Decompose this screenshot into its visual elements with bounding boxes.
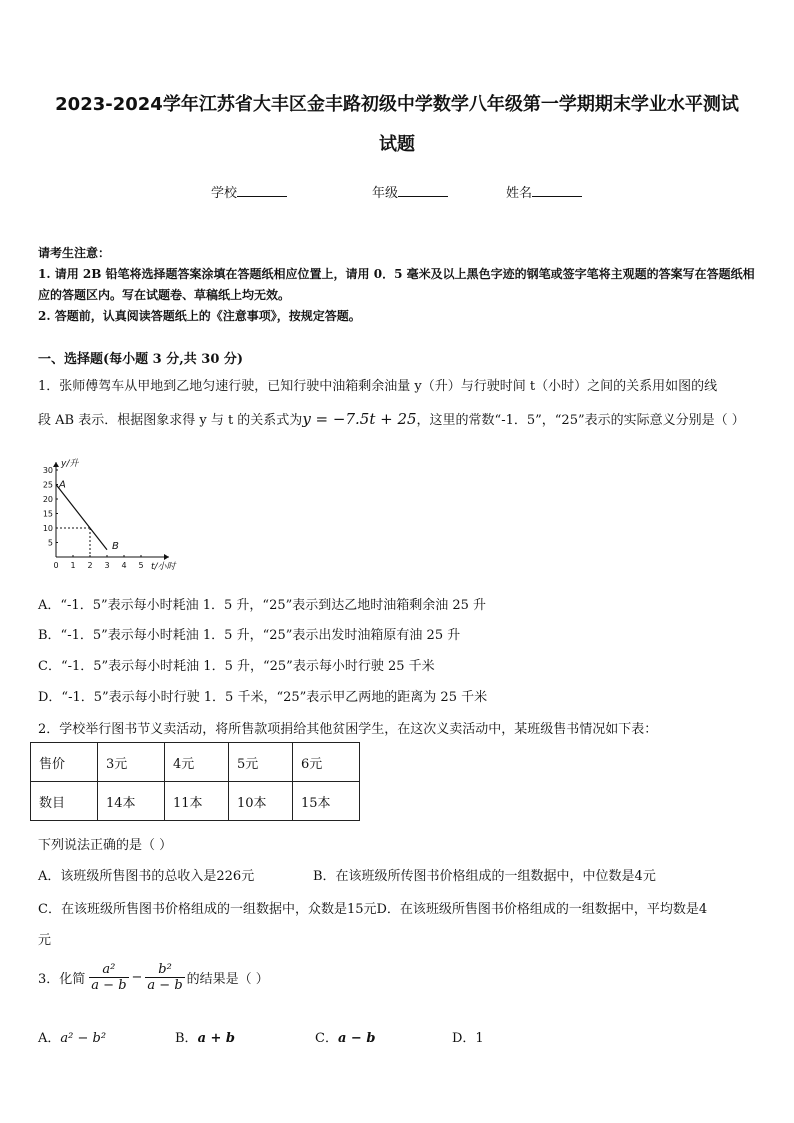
school-field bbox=[211, 182, 287, 201]
y-tick-label: 10 bbox=[42, 524, 53, 533]
school-blank bbox=[237, 184, 287, 197]
q1-stem-post: ，这里的常数“-1．5”，“25”表示的实际意义分别是（ ） bbox=[416, 413, 745, 428]
section-heading: 一、选择题(每小题 3 分,共 30 分) bbox=[38, 352, 244, 367]
q3-frac2-num: b² bbox=[145, 962, 184, 978]
table-cell: 4元 bbox=[165, 743, 229, 782]
q2-sales-table bbox=[30, 742, 360, 821]
y-axis-label: y/升 bbox=[61, 459, 79, 469]
q3-fraction-2 bbox=[145, 962, 184, 993]
grade-blank bbox=[398, 184, 448, 197]
name-label: 姓名 bbox=[506, 186, 533, 201]
notice-item-1: 1. 请用 2B 铅笔将选择题答案涂填在答题纸相应位置上，请用 0．5 毫米及以上黑色字迹的钢笔或签字笔将主观题的答案写在答题纸相应的答题区内。写在试题卷、草稿纸上均无效。 bbox=[38, 267, 755, 302]
q3-fraction-1 bbox=[89, 962, 128, 993]
point-label: A bbox=[59, 479, 66, 491]
q1-option-d: D．“-1．5”表示每小时行驶 1．5 千米，“25”表示甲乙两地的距离为 25 千米 bbox=[38, 690, 488, 705]
q3-option-b-math: a + b bbox=[197, 1031, 236, 1046]
table-cell: 11本 bbox=[165, 782, 229, 821]
q3-option-d: D．1 bbox=[452, 1031, 484, 1046]
x-tick-label: 2 bbox=[87, 561, 93, 570]
table-cell: 15本 bbox=[293, 782, 360, 821]
q3-option-a-math: a² − b² bbox=[60, 1031, 107, 1046]
q1-stem-pre: 段 AB 表示．根据图象求得 y 与 t 的关系式为 bbox=[38, 413, 303, 428]
q3-frac2-den: a − b bbox=[147, 978, 183, 993]
q1-option-b: B．“-1．5”表示每小时耗油 1．5 升，“25”表示出发时油箱原有油 25 升 bbox=[38, 628, 461, 643]
table-cell: 14本 bbox=[98, 782, 165, 821]
q2-stem: 2．学校举行图书节义卖活动，将所售款项捐给其他贫困学生，在这次义卖活动中，某班级售书情况如下表： bbox=[38, 722, 658, 737]
q3-option-c bbox=[315, 1027, 375, 1046]
notice-block bbox=[38, 243, 758, 327]
y-tick-label: 30 bbox=[42, 466, 53, 475]
table-cell: 10本 bbox=[229, 782, 293, 821]
table-cell: 3元 bbox=[98, 743, 165, 782]
y-tick-label: 15 bbox=[42, 509, 53, 519]
page-title: 2023-2024学年江苏省大丰区金丰路初级中学数学八年级第一学期期末学业水平测试 bbox=[55, 94, 739, 115]
q2-option-cd: C．在该班级所售图书价格组成的一组数据中，众数是15元D．在该班级所售图书价格组成的一组数据中，平均数是4 bbox=[38, 902, 708, 917]
table-row bbox=[31, 743, 360, 782]
q3-option-b-label: B． bbox=[175, 1031, 198, 1046]
point-label: B bbox=[112, 540, 119, 552]
q1-option-c: C．“-1．5”表示每小时耗油 1．5 升，“25”表示每小时行驶 25 千米 bbox=[38, 659, 435, 674]
q3-stem bbox=[38, 962, 269, 993]
q3-pre: 3．化简 bbox=[38, 972, 86, 987]
name-blank bbox=[532, 184, 582, 197]
notice-item-2: 2. 答题前，认真阅读答题纸上的《注意事项》，按规定答题。 bbox=[38, 309, 361, 323]
x-tick-label: 3 bbox=[104, 561, 110, 570]
q3-option-a-label: A． bbox=[38, 1031, 61, 1046]
q3-option-c-label: C． bbox=[315, 1031, 338, 1046]
x-tick-label: 5 bbox=[138, 561, 144, 570]
q3-option-b bbox=[175, 1027, 235, 1046]
y-axis-arrow bbox=[53, 462, 59, 467]
grade-field bbox=[372, 182, 448, 201]
q1-stem-line1: 1．张师傅驾车从甲地到乙地匀速行驶，已知行驶中油箱剩余油量 y（升）与行驶时间 t（小时）之间的关系用如图的线 bbox=[38, 379, 718, 394]
q2-prompt: 下列说法正确的是（ ） bbox=[38, 838, 173, 853]
table-cell: 6元 bbox=[293, 743, 360, 782]
q3-option-a bbox=[38, 1027, 106, 1046]
q2-option-b: B．在该班级所传图书价格组成的一组数据中，中位数是4元 bbox=[313, 869, 656, 884]
q1-option-a: A．“-1．5”表示每小时耗油 1．5 升，“25”表示到达乙地时油箱剩余油 25 升 bbox=[38, 598, 487, 613]
q3-frac1-den: a − b bbox=[91, 978, 127, 993]
table-row bbox=[31, 782, 360, 821]
q2-option-a: A．该班级所售图书的总收入是226元 bbox=[38, 869, 255, 884]
grade-label: 年级 bbox=[372, 186, 399, 201]
school-label: 学校 bbox=[211, 186, 238, 201]
q2-option-d-tail: 元 bbox=[38, 933, 52, 948]
page-title-line2: 试题 bbox=[379, 134, 415, 155]
q1-formula: y = −7.5t + 25 bbox=[302, 410, 417, 428]
q3-option-c-math: a − b bbox=[337, 1031, 376, 1046]
x-tick-label: 0 bbox=[53, 561, 59, 570]
name-field bbox=[506, 182, 582, 201]
x-tick-label: 1 bbox=[70, 561, 76, 570]
x-axis-arrow bbox=[164, 554, 169, 560]
x-tick-label: 4 bbox=[121, 561, 127, 570]
y-tick-label: 5 bbox=[47, 538, 53, 548]
x-axis-label: t/小时 bbox=[151, 562, 176, 572]
y-tick-label: 20 bbox=[42, 495, 53, 504]
q3-frac1-num: a² bbox=[89, 962, 128, 978]
table-cell: 售价 bbox=[31, 743, 98, 782]
q3-minus: − bbox=[131, 970, 143, 985]
table-cell: 5元 bbox=[229, 743, 293, 782]
notice-heading: 请考生注意： bbox=[38, 246, 111, 260]
q1-graph bbox=[36, 450, 186, 580]
table-cell: 数目 bbox=[31, 782, 98, 821]
q1-stem-line2 bbox=[38, 409, 745, 428]
q3-post: 的结果是（ ） bbox=[186, 972, 269, 987]
segment-ab bbox=[56, 485, 107, 550]
y-tick-label: 25 bbox=[42, 480, 53, 490]
